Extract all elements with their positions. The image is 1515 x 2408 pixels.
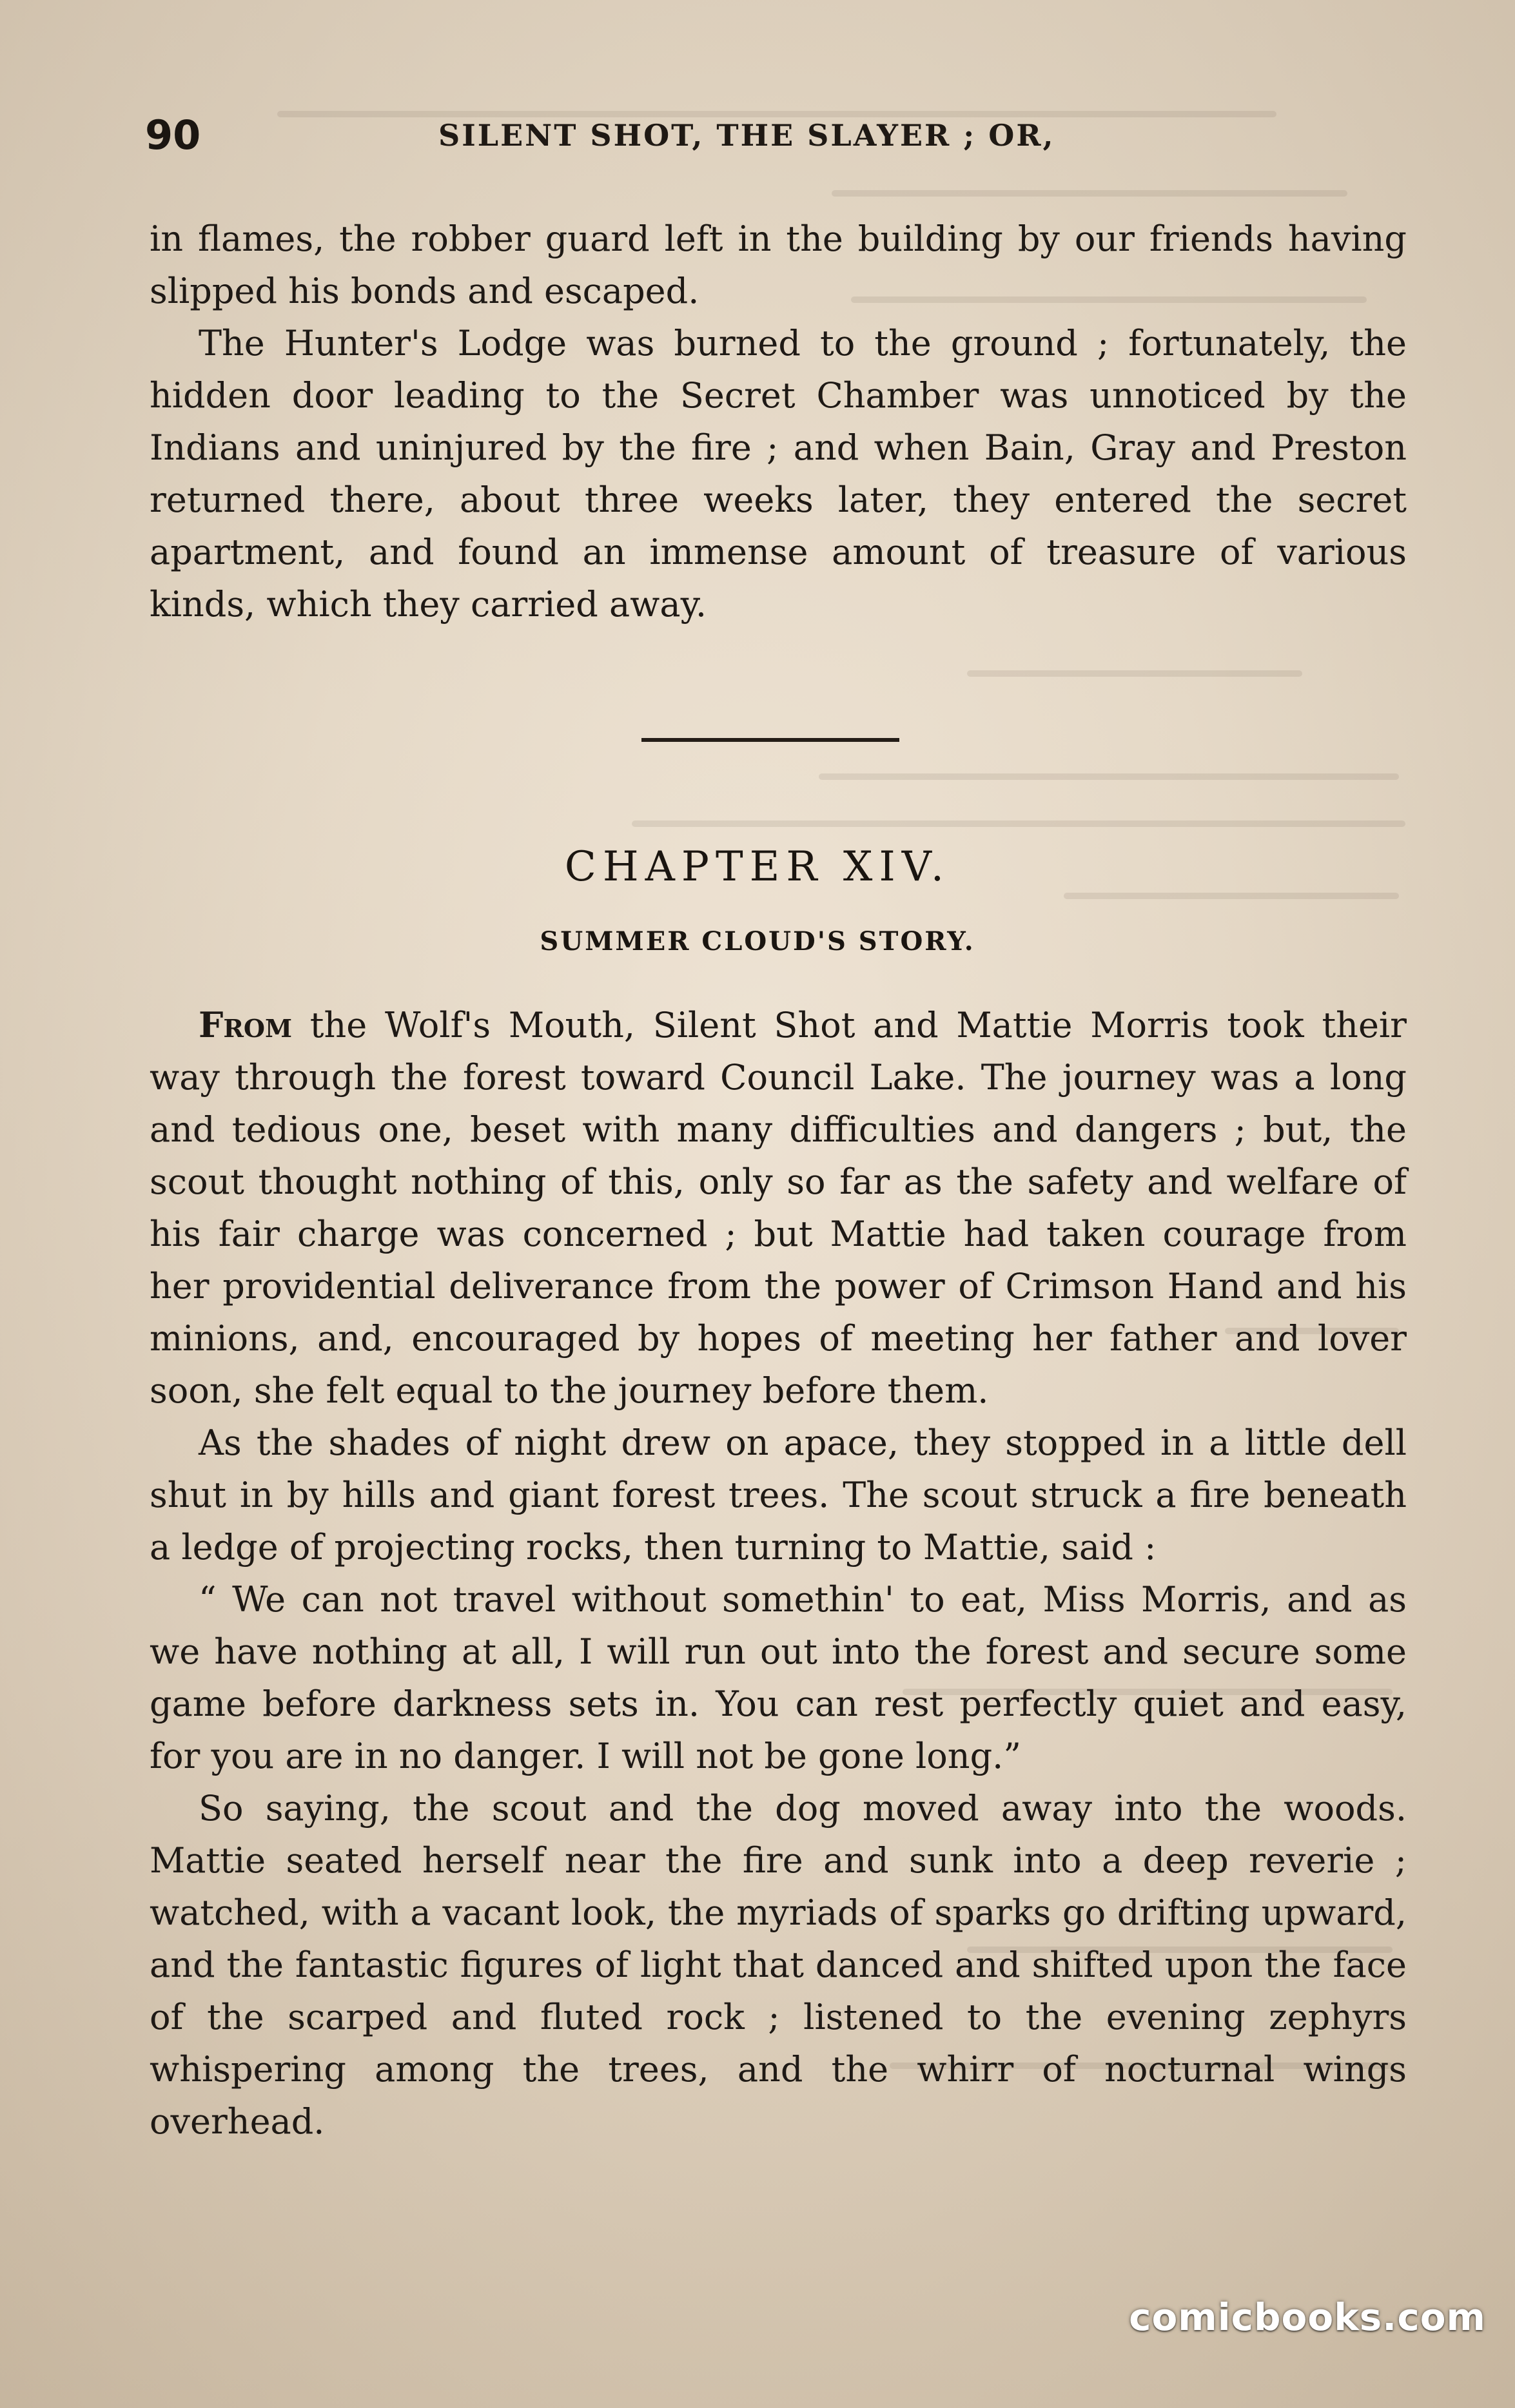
paragraph: So saying, the scout and the dog moved away into the woods. Mattie seated herself near the fire and sunk into a deep reverie ; watched, with a vacant look, the myriads of sparks go drifting upward, and the fantastic figures of light that danced and shifted upon the face of the scarped and fluted rock ; listened to the evening zephyrs whispering among the trees, and the whirr of nocturnal wings overhead.	[150, 1788, 1407, 2142]
section-divider-rule	[641, 738, 899, 742]
paragraph: As the shades of night drew on apace, they stopped in a little dell shut in by hills and giant forest trees. The scout struck a fire beneath a ledge of projecting rocks, then turning to Mattie, said :	[150, 1422, 1407, 1568]
watermark: comicbooks.com	[1129, 2295, 1486, 2339]
page-header	[145, 110, 1370, 161]
paragraph-text: the Wolf's Mouth, Silent Shot and Mattie Morris took their way through the forest toward Council Lake. The journey was a long and tedious one, beset with many difficulties and dangers ; but, the scout thought nothing of this, only so far as the safety and welfare of his fair charge was concerned ; but Mattie had taken courage from her providential deliverance from the power of Crimson Hand and his minions, and, encouraged by hopes of meeting her father and lover soon, she felt equal to the journey before them.	[150, 1005, 1407, 1411]
chapter-subtitle: SUMMER CLOUD'S STORY.	[540, 926, 975, 956]
paragraph	[150, 999, 1407, 1417]
section-1-text	[150, 213, 1407, 630]
paragraph: The Hunter's Lodge was burned to the ground ; fortunately, the hidden door leading to the Secret Chamber was unnoticed by the Indians and uninjured by the fire ; and when Bain, Gray and Preston returned there, about three weeks later, they entered the secret apartment, and found an immense amount of treasure of various kinds, which they carried away.	[150, 323, 1407, 625]
running-head: SILENT SHOT, THE SLAYER ; OR,	[438, 118, 1055, 153]
chapter-title: CHAPTER XIV.	[564, 843, 951, 891]
section-2-text	[150, 999, 1407, 2148]
paragraph: “ We can not travel without somethin' to eat, Miss Morris, and as we have nothing at all, I will run out into the forest and secure some game before darkness sets in. You can rest perfectly quiet and easy, for you are in no danger. I will not be gone long.”	[150, 1579, 1407, 1776]
page-number: 90	[145, 112, 201, 159]
paragraph: in flames, the robber guard left in the building by our friends having slipped his bonds and escaped.	[150, 218, 1407, 311]
opening-word: From	[199, 1004, 293, 1045]
